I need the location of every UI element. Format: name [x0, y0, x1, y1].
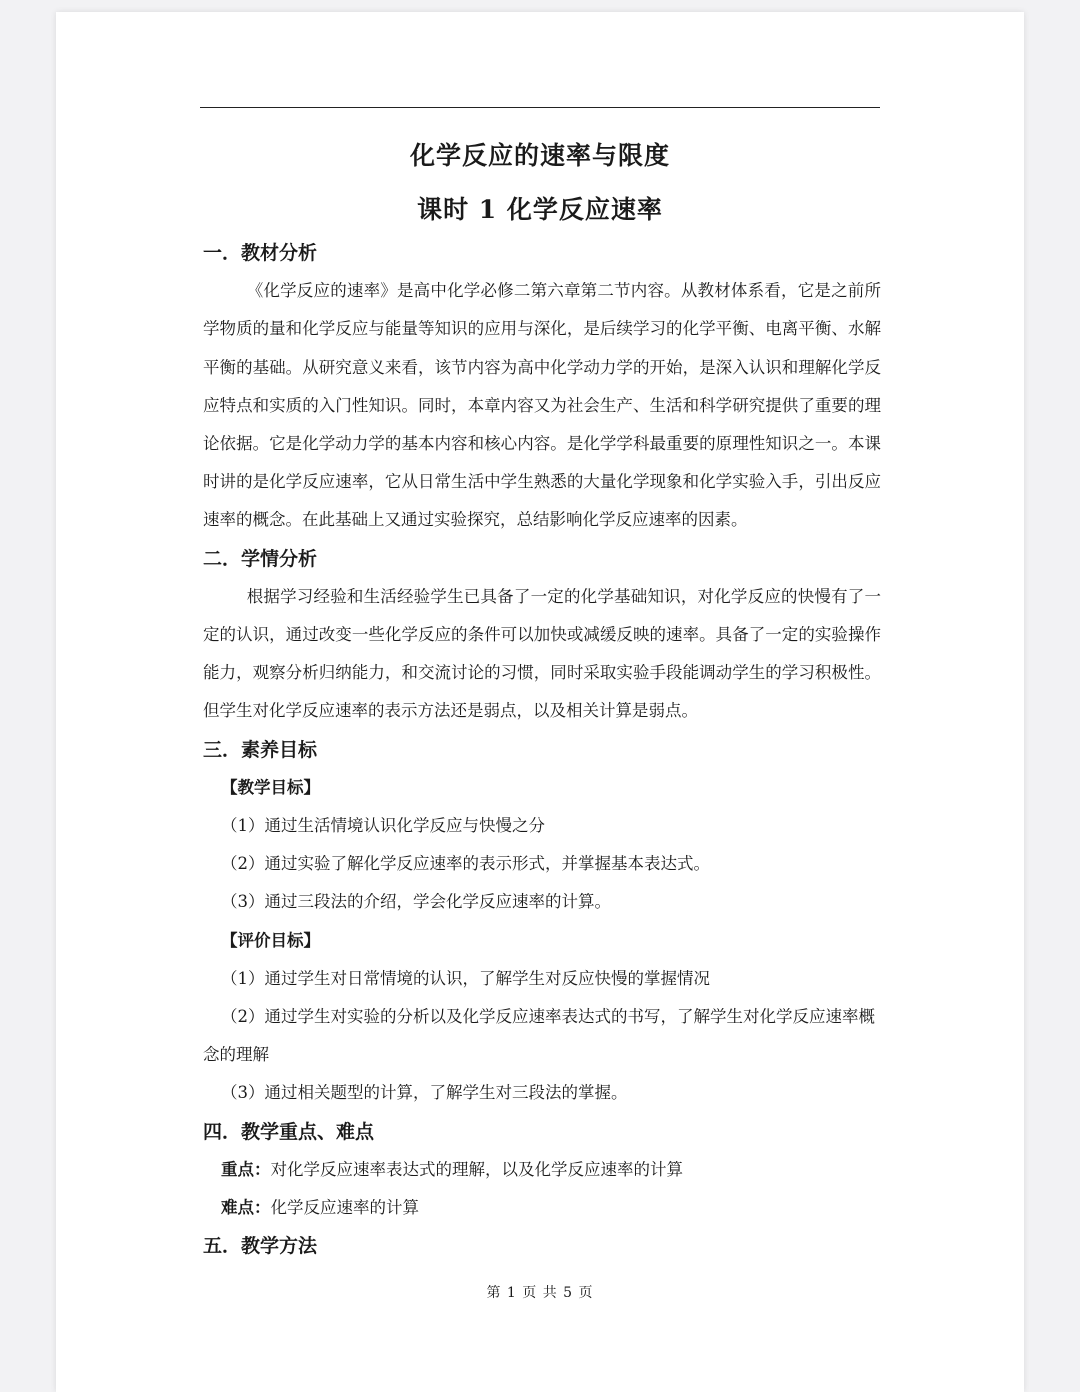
section-heading-student-analysis: 二．学情分析: [203, 547, 318, 570]
evaluation-goal-item: （2）通过学生对实验的分析以及化学反应速率表达式的书写，了解学生对化学反应速率概念的理解: [203, 1007, 875, 1065]
difficulty-text: 化学反应速率的计算: [270, 1198, 419, 1218]
key-point-text: 对化学反应速率表达式的理解，以及化学反应速率的计算: [270, 1159, 683, 1179]
section-heading-textbook-analysis: 一．教材分析: [203, 242, 318, 264]
evaluation-goal-item: （3）通过相关题型的计算，了解学生对三段法的掌握。: [221, 1083, 628, 1103]
page-number-footer: 第 1 页 共 5 页: [486, 1285, 594, 1301]
teaching-goal-item: （1）通过生活情境认识化学反应与快慢之分: [221, 816, 545, 836]
textbook-analysis-paragraph: 《化学反应的速率》是高中化学必修二第六章第二节内容。从教材体系看，它是之前所学物质的量和化学反应与能量等知识的应用与深化，是后续学习的化学平衡、电离平衡、水解平衡的基础。从研究意义来看，该节内容为高中化学动力学的开始，是深入认识和理解化学反应特点和实质的入门性知识。同时，本章内容又为社会生产、生活和科学研究提供了重要的理论依据。它是化学动力学的基本内容和核心内容。是化学学科最重要的原理性知识之一。本课时讲的是化学反应速率，它从日常生活中学生熟悉的大量化学现象和化学实验入手，引出反应速率的概念。在此基础上又通过实验探究，总结影响化学反应速率的因素。: [203, 281, 881, 530]
section-heading-key-points: 四．教学重点、难点: [203, 1120, 375, 1143]
difficulty-label: 难点：: [221, 1198, 271, 1218]
document-body: [203, 234, 881, 1265]
teaching-goals-label: 【教学目标】: [221, 777, 320, 797]
document-page: [56, 12, 1024, 1392]
teaching-goal-item: （3）通过三段法的介绍，学会化学反应速率的计算。: [221, 892, 611, 912]
lesson-subtitle: 课时 1 化学反应速率: [417, 195, 663, 224]
header-rule: [200, 107, 880, 108]
document-title: 化学反应的速率与限度: [409, 141, 670, 170]
key-point-label: 重点：: [221, 1159, 271, 1179]
student-analysis-paragraph: 根据学习经验和生活经验学生已具备了一定的化学基础知识，对化学反应的快慢有了一定的认识，通过改变一些化学反应的条件可以加快或减缓反映的速率。具备了一定的实验操作能力，观察分析归纳能力，和交流讨论的习惯，同时采取实验手段能调动学生的学习积极性。但学生对化学反应速率的表示方法还是弱点，以及相关计算是弱点。: [203, 586, 881, 721]
teaching-goal-item: （2）通过实验了解化学反应速率的表示形式，并掌握基本表达式。: [221, 854, 710, 874]
evaluation-goals-label: 【评价目标】: [221, 930, 320, 950]
section-heading-teaching-methods: 五．教学方法: [203, 1235, 318, 1258]
section-heading-literacy-goals: 三．素养目标: [203, 738, 318, 761]
key-point-line: [203, 1151, 881, 1189]
difficulty-line: [203, 1189, 881, 1227]
evaluation-goal-item: （1）通过学生对日常情境的认识，了解学生对反应快慢的掌握情况: [221, 968, 710, 988]
